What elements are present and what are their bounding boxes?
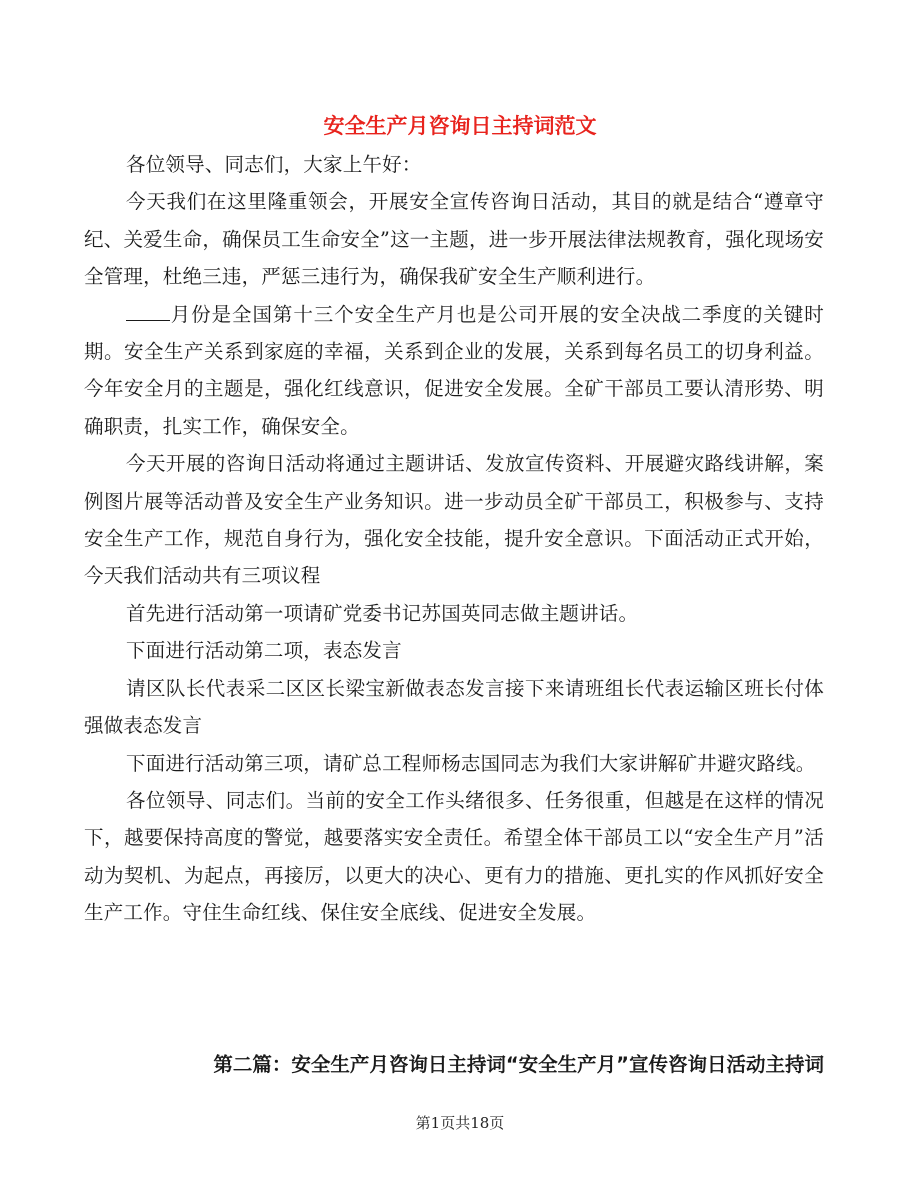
- fill-in-blank: [126, 302, 170, 321]
- paragraph-purpose: 今天我们在这里隆重领会，开展安全宣传咨询日活动，其目的就是结合“遵章守纪、关爱生命，确保员工生命安全”这一主题，进一步开展法律法规教育，强化现场安全管理，杜绝三违，严惩三违行为，确保我矿安全生产顺利进行。: [84, 190, 824, 289]
- paragraph-safety-month-text: 月份是全国第十三个安全生产月也是公司开展的安全决战二季度的关键时期。安全生产关系到家庭的幸福，关系到企业的发展，关系到每名员工的切身利益。今年安全月的主题是，强化红线意识，促进安全发展。全矿干部员工要认清形势、明确职责，扎实工作，确保安全。: [84, 302, 824, 438]
- section-heading: 第二篇：安全生产月咨询日主持词“安全生产月”宣传咨询日活动主持词: [213, 1053, 824, 1076]
- paragraph-closing: 各位领导、同志们。当前的安全工作头绪很多、任务很重，但越是在这样的情况下，越要保持高度的警觉，越要落实安全责任。希望全体干部员工以“安全生产月”活动为契机、为起点，再接厉，以更大的决心、更有力的措施、更扎实的作风抓好安全生产工作。守住生命红线、保住安全底线、促进安全发展。: [84, 788, 824, 925]
- paragraph-statements: 请区队长代表采二区区长梁宝新做表态发言接下来请班组长代表运输区班长付体强做表态发言: [84, 676, 824, 738]
- paragraph-greeting: 各位领导、同志们，大家上午好：: [126, 153, 422, 176]
- paragraph-agenda-2: 下面进行活动第二项，表态发言: [126, 639, 402, 663]
- document-title: 安全生产月咨询日主持词范文: [323, 114, 597, 138]
- paragraph-agenda-3: 下面进行活动第三项，请矿总工程师杨志国同志为我们大家讲解矿井避灾路线。: [126, 751, 816, 775]
- page-number: 第1页共18页: [415, 1114, 505, 1132]
- paragraph-safety-month: [84, 296, 824, 446]
- paragraph-agenda-1: 首先进行活动第一项请矿党委书记苏国英同志做主题讲话。: [126, 601, 639, 625]
- document-body: [84, 146, 824, 932]
- paragraph-activities: 今天开展的咨询日活动将通过主题讲话、发放宣传资料、开展避灾路线讲解，案例图片展等活动普及安全生产业务知识。进一步动员全矿干部员工，积极参与、支持安全生产工作，规范自身行为，强化安全技能，提升安全意识。下面活动正式开始，今天我们活动共有三项议程: [84, 452, 824, 588]
